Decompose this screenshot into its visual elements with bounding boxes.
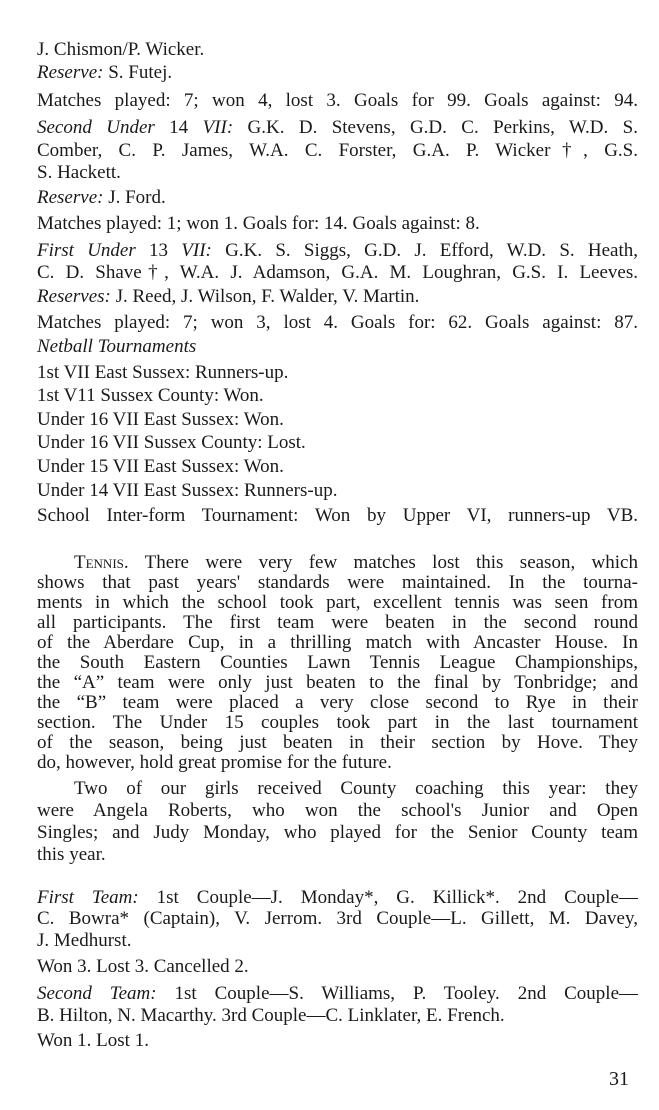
text-run: G.K. S. Siggs, G.D. J. Efford, W.D. S. Heath, <box>211 240 638 261</box>
text-run: B. Hilton, N. Macarthy. 3rd Couple—C. Linklater, E. French. <box>37 1005 505 1026</box>
italic-label: Reserves: <box>37 286 111 307</box>
text-run: were Angela Roberts, who won the school's Junior and Open <box>37 800 638 821</box>
text-line <box>37 186 638 210</box>
text-line <box>37 955 638 979</box>
text-line <box>37 89 638 113</box>
text-line <box>37 929 638 953</box>
text-line <box>37 139 638 163</box>
text-run: 1st VII East Sussex: Runners-up. <box>37 362 289 383</box>
text-run: Won 1. Lost 1. <box>37 1030 149 1051</box>
text-line <box>37 1029 638 1053</box>
text-line <box>37 907 638 931</box>
text-run: 1st Couple—J. Monday*, G. Killick*. 2nd Couple— <box>138 887 638 908</box>
text-line <box>37 239 638 263</box>
italic-label: Reserve: <box>37 187 104 208</box>
text-run: S. Hackett. <box>37 162 121 183</box>
text-line <box>37 504 638 528</box>
text-run: Under 15 VII East Sussex: Won. <box>37 456 284 477</box>
text-line <box>37 408 638 432</box>
text-line <box>37 61 638 85</box>
text-line <box>37 799 638 823</box>
text-line <box>37 384 638 408</box>
text-line <box>37 751 638 775</box>
text-run: Two of our girls received County coaching this year: they <box>74 778 638 799</box>
text-run: 13 <box>135 240 182 261</box>
text-run: There were very few matches lost this season, which <box>128 552 638 573</box>
text-run: J. Chismon/P. Wicker. <box>37 39 205 60</box>
text-line <box>37 261 638 285</box>
text-line <box>37 479 638 503</box>
italic-label: Reserve: <box>37 62 104 83</box>
text-run: Comber, C. P. James, W.A. C. Forster, G.A. P. Wicker†, G.S. <box>37 140 638 161</box>
text-run: S. Futej. <box>103 62 173 83</box>
text-run: Matches played: 1; won 1. Goals for: 14. Goals against: 8. <box>37 213 480 234</box>
text-run: do, however, hold great promise for the future. <box>37 752 392 773</box>
text-run: section. The Under 15 couples took part in the last tournament <box>37 712 638 733</box>
text-run: Under 14 VII East Sussex: Runners-up. <box>37 480 338 501</box>
text-run: J. Reed, J. Wilson, F. Walder, V. Martin. <box>110 286 420 307</box>
text-line <box>37 431 638 455</box>
text-line <box>37 212 638 236</box>
text-line <box>37 982 638 1006</box>
italic-label: VII: <box>181 240 212 261</box>
text-run: shows that past years' standards were maintained. In the tourna- <box>37 572 638 593</box>
text-run: of the season, being just beaten in their section by Hove. They <box>37 732 638 753</box>
italic-label: First Team: <box>37 887 139 908</box>
text-run: of the Aberdare Cup, in a thrilling match with Ancaster House. In <box>37 632 638 653</box>
text-run: J. Ford. <box>103 187 166 208</box>
text-line <box>37 161 638 185</box>
text-run: 1st V11 Sussex County: Won. <box>37 385 264 406</box>
text-run: Tennis. <box>74 552 129 573</box>
text-run: the South Eastern Counties Lawn Tennis League Championships, <box>37 652 638 673</box>
text-run: Won 3. Lost 3. Cancelled 2. <box>37 956 249 977</box>
text-line <box>37 843 638 867</box>
italic-label: First Under <box>37 240 136 261</box>
text-line <box>37 821 638 845</box>
text-run: ments in which the school took part, excellent tennis was seen from <box>37 592 638 613</box>
italic-label: Netball Tournaments <box>37 336 197 357</box>
text-run: Matches played: 7; won 3, lost 4. Goals for: 62. Goals against: 87. <box>37 312 638 333</box>
text-run: G.K. D. Stevens, G.D. C. Perkins, W.D. S. <box>233 117 638 138</box>
text-run: C. Bowra* (Captain), V. Jerrom. 3rd Couple—L. Gillett, M. Davey, <box>37 908 638 929</box>
text-line <box>37 455 638 479</box>
page-number: 31 <box>609 1068 629 1090</box>
text-run: Singles; and Judy Monday, who played for the Senior County team <box>37 822 638 843</box>
text-run: C. D. Shave†, W.A. J. Adamson, G.A. M. Loughran, G.S. I. Leeves. <box>37 262 638 283</box>
text-line <box>37 38 638 62</box>
italic-label: Second Under <box>37 117 155 138</box>
italic-label: VII: <box>202 117 234 138</box>
text-line <box>37 1004 638 1028</box>
text-run: the “A” team were only just beaten to the final by Tonbridge; and <box>37 672 638 693</box>
text-line <box>37 311 638 335</box>
text-line <box>74 777 638 801</box>
text-run: 14 <box>154 117 203 138</box>
text-run: all participants. The first team were beaten in the second round <box>37 612 638 633</box>
text-run: this year. <box>37 844 106 865</box>
text-run: Under 16 VII Sussex County: Lost. <box>37 432 306 453</box>
text-run: 1st Couple—S. Williams, P. Tooley. 2nd Couple— <box>156 983 638 1004</box>
text-run: Matches played: 7; won 4, lost 3. Goals for 99. Goals against: 94. <box>37 90 638 111</box>
text-line <box>37 285 638 309</box>
text-line <box>37 116 638 140</box>
text-run: J. Medhurst. <box>37 930 132 951</box>
text-run: School Inter-form Tournament: Won by Upper VI, runners-up VB. <box>37 505 638 526</box>
italic-label: Second Team: <box>37 983 157 1004</box>
text-run: the “B” team were placed a very close second to Rye in their <box>37 692 638 713</box>
text-run: Under 16 VII East Sussex: Won. <box>37 409 284 430</box>
text-line <box>37 361 638 385</box>
text-line <box>37 335 638 359</box>
